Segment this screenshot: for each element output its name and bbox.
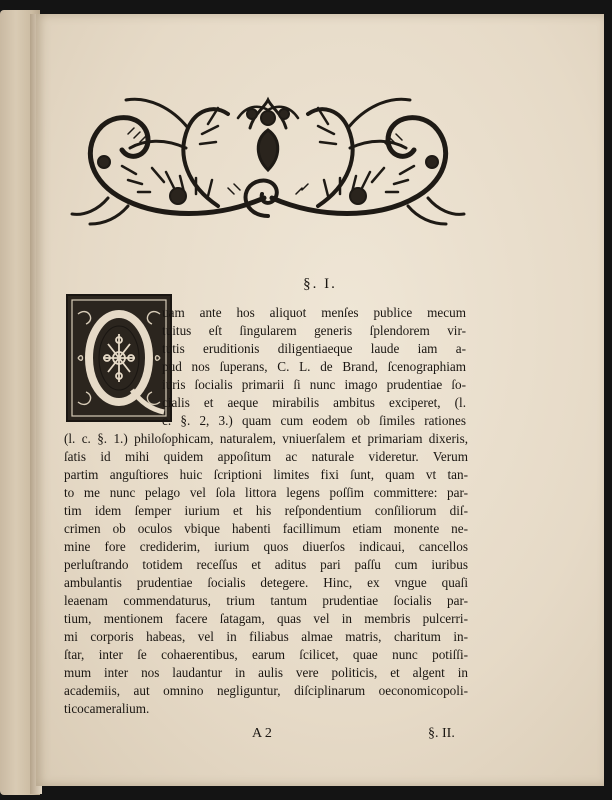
floral-headpiece-ornament <box>68 78 468 228</box>
text-line: tium, mentionem facere ſatagam, quas vel in membris pulcerri- <box>64 611 468 626</box>
text-line: tim idem ſemper iurium et his reſpondentium conſiliorum diſ- <box>64 503 468 518</box>
text-line: perluſtrando totidem receſſus et aditus pari paſſu cum iuribus <box>64 557 468 572</box>
catchword: §. II. <box>428 726 455 741</box>
text-line: cialis et aeque mirabilis ambitus exciperet, (l. <box>162 395 466 410</box>
text-line: ſtar, inter ſe cohaerentibus, earum ſcilicet, quae nunc potiſſi- <box>64 647 468 662</box>
text-line: ticocameralium. <box>64 701 150 716</box>
book-page <box>36 14 604 786</box>
drop-cap-letter <box>66 294 172 422</box>
text-line: c. §. 2, 3.) quam cum eodem ob ſimiles rationes <box>162 413 466 428</box>
text-line: (l. c. §. 1.) philoſophicam, naturalem, vniuerſalem et primariam dixeris, <box>64 431 468 446</box>
text-line: tutis eruditionis diligentiaeque laude iam a- <box>162 341 466 356</box>
text-line: academiis, aut omnino negliguntur, diſciplinarum oeconomicopoli- <box>64 683 468 698</box>
text-line: mi corporis habeas, vel in filiabus almae matris, charitum in- <box>64 629 468 644</box>
text-line: iuris ſocialis primarii ſi nunc imago prudentiae ſo- <box>162 377 466 392</box>
text-line: ambulantis prudentiae ſocialis detegere. Hinc, ex vngue quaſi <box>64 575 468 590</box>
text-line: leaenam commendaturus, trium tantum prudentiae ſocialis par- <box>64 593 468 608</box>
text-line: mum inter nos laudantur in aulis vere politicis, et algent in <box>64 665 468 680</box>
text-line: ſatis id mihi quidem appoſitum ac naturale videretur. Verum <box>64 449 468 464</box>
text-line: uam ante hos aliquot menſes publice mecum <box>162 305 466 320</box>
text-line: crimen ob oculos vbique habenti facillimum etiam monente ne- <box>64 521 468 536</box>
signature-mark: A 2 <box>252 726 272 741</box>
text-line: tuitus eſt ſingularem generis ſplendorem vir- <box>162 323 466 338</box>
text-line: partim anguſtiores huic ſcriptioni limites fixi ſunt, quam vt tan- <box>64 467 468 482</box>
section-heading: §. I. <box>303 276 337 292</box>
text-line: pud nos ſuperans, C. L. de Brand, ſcenographiam <box>162 359 466 374</box>
text-line: mine fore crediderim, iurium quos diuerſos indicaui, cancellos <box>64 539 468 554</box>
text-line: to me nunc pelago vel ſola littora legens poſſim committere: par- <box>64 485 468 500</box>
ornamented-drop-cap <box>66 294 172 422</box>
